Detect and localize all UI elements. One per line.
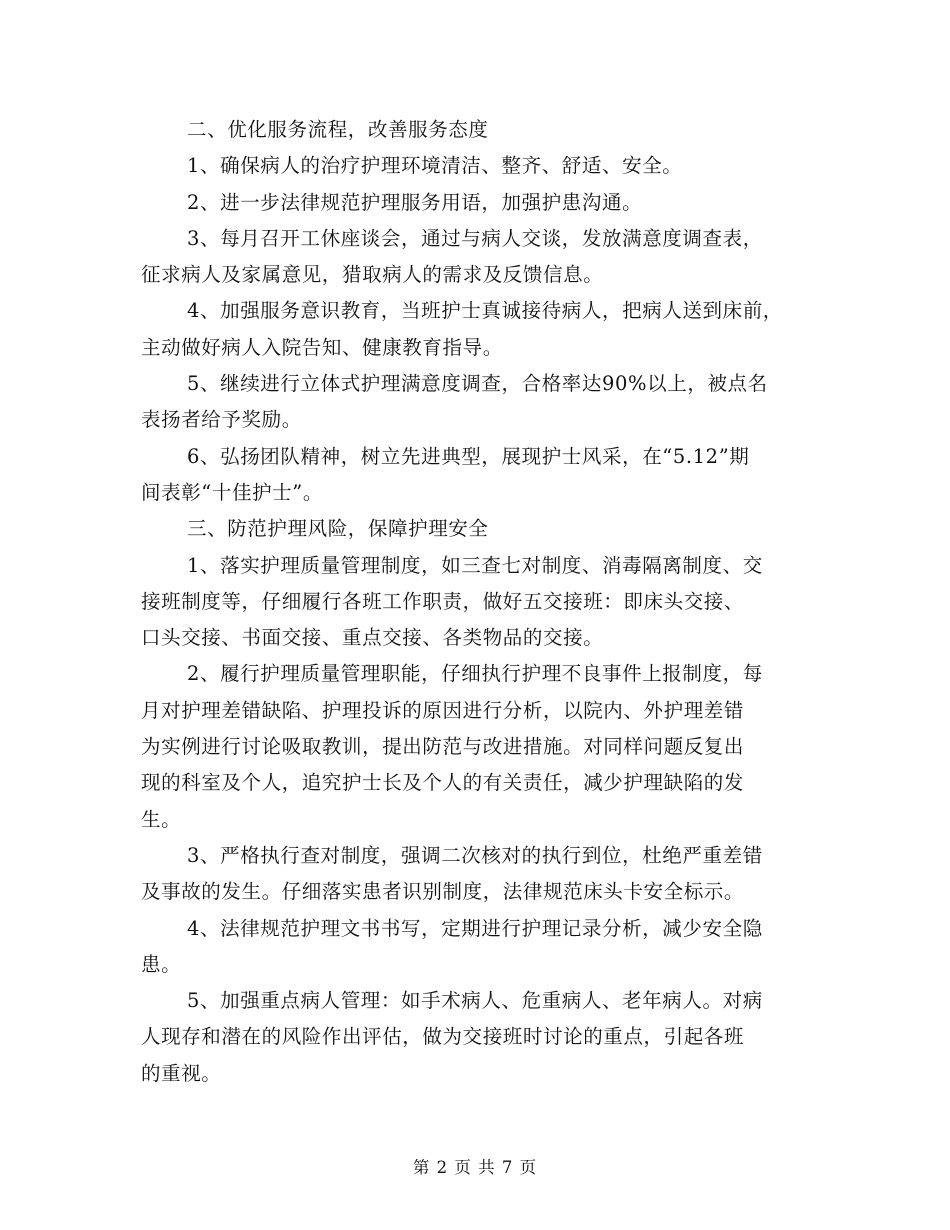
paragraph	[141, 185, 821, 221]
text-line: 2、履行护理质量管理职能，仔细执行护理不良事件上报制度，每	[187, 662, 763, 686]
text-line: 口头交接、书面交接、重点交接、各类物品的交接。	[141, 626, 604, 650]
text-line: 二、优化服务流程，改善服务态度	[187, 118, 489, 141]
text-line: 5、继续进行立体式护理满意度调查，合格率达90%以上，被点名	[187, 372, 768, 396]
text-line: 现的科室及个人，追究护士长及个人的有关责任，减少护理缺陷的发	[141, 771, 745, 795]
text-line: 表扬者给予奖励。	[141, 408, 302, 432]
text-line: 6、弘扬团队精神，树立先进典型，展现护士风采，在“5.12”期	[187, 444, 750, 468]
text-line: 人现存和潜在的风险作出评估，做为交接班时讨论的重点，引起各班	[141, 1025, 745, 1049]
text-line: 患。	[141, 952, 182, 976]
text-line: 2、进一步法律规范护理服务用语，加强护患沟通。	[187, 190, 643, 214]
paragraph	[141, 221, 821, 294]
section-heading	[141, 112, 821, 148]
paragraph	[141, 911, 821, 984]
text-line: 主动做好病人入院告知、健康教育指导。	[141, 335, 503, 359]
text-line: 5、加强重点病人管理：如手术病人、危重病人、老年病人。对病	[187, 989, 763, 1013]
text-line: 接班制度等，仔细履行各班工作职责，做好五交接班：即床头交接、	[141, 589, 745, 613]
paragraph	[141, 148, 821, 184]
text-line: 的重视。	[141, 1061, 222, 1085]
text-line: 间表彰“十佳护士”。	[141, 480, 323, 504]
section-heading	[141, 511, 821, 547]
paragraph	[141, 366, 821, 439]
text-line: 月对护理差错缺陷、护理投诉的原因进行分析，以院内、外护理差错	[141, 698, 745, 722]
document-body	[141, 112, 821, 1092]
paragraph	[141, 439, 821, 512]
paragraph	[141, 293, 821, 366]
text-line: 征求病人及家属意见，猎取病人的需求及反馈信息。	[141, 263, 604, 287]
text-line: 为实例进行讨论吸取教训，提出防范与改进措施。对同样问题反复出	[141, 735, 745, 759]
text-line: 3、每月召开工休座谈会，通过与病人交谈，发放满意度调查表，	[187, 226, 763, 250]
text-line: 4、加强服务意识教育，当班护士真诚接待病人，把病人送到床前，	[187, 299, 783, 323]
text-line: 及事故的发生。仔细落实患者识别制度，法律规范床头卡安全标示。	[141, 880, 745, 904]
paragraph	[141, 548, 821, 657]
paragraph	[141, 983, 821, 1092]
text-line: 3、严格执行查对制度，强调二次核对的执行到位，杜绝严重差错	[187, 843, 763, 867]
text-line: 三、防范护理风险，保障护理安全	[187, 517, 489, 541]
paragraph	[141, 838, 821, 911]
text-line: 生。	[141, 807, 182, 831]
paragraph	[141, 656, 821, 837]
text-line: 1、落实护理质量管理制度，如三查七对制度、消毒隔离制度、交	[187, 553, 763, 577]
text-line: 4、法律规范护理文书书写，定期进行护理记录分析，减少安全隐	[187, 916, 763, 940]
text-line: 1、确保病人的治疗护理环境清洁、整齐、舒适、安全。	[187, 154, 683, 178]
page-number-footer: 第 2 页 共 7 页	[412, 1158, 538, 1177]
